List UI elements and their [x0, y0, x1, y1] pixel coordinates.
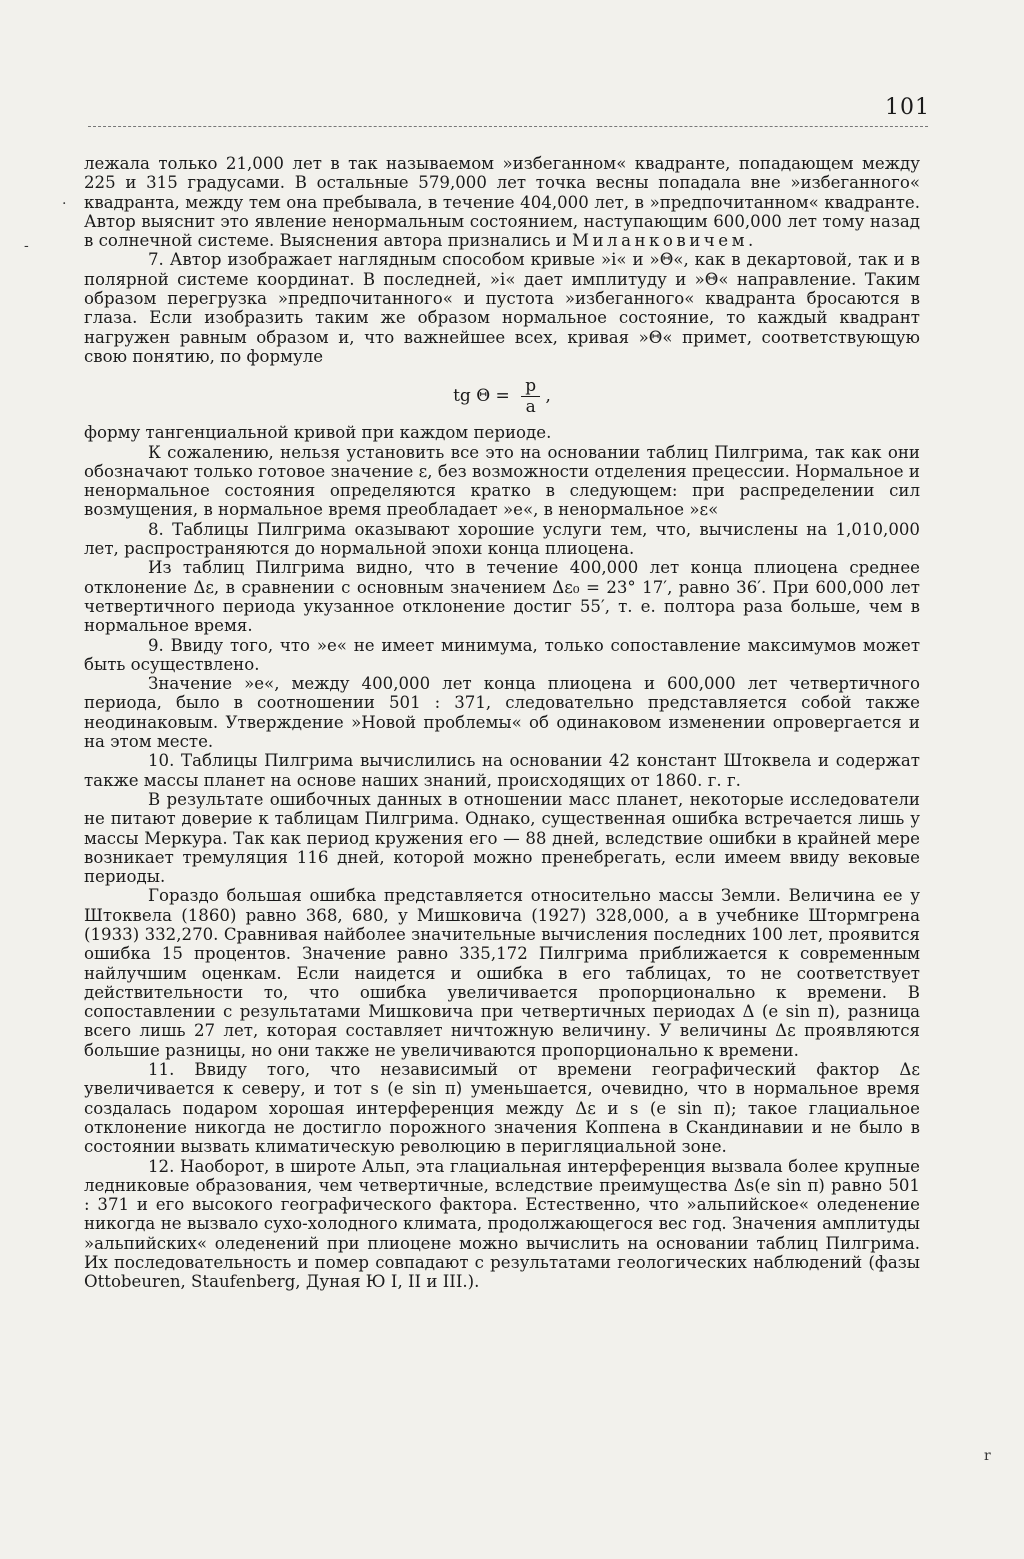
- spaced-name: Миланковичем.: [571, 231, 757, 251]
- paragraph-9: 10. Таблицы Пилгрима вычислились на основании 42 констант Штоквела и содержат также массы планет на основе наших знаний, происходящих от 1860. г. г.: [84, 751, 920, 790]
- paragraph-11: Гораздо большая ошибка представляется относительно массы Земли. Величина ее у Штоквела (1860) равно 368, 680, у Мишковича (1927) 328,000, а в учебнике Штормгрена (1933) 332,270. Сравнивая найболее значительные вычисления последних 100 лет, проявится ошибка 15 процентов. Значение равно 335,172 Пилгрима приближается к современным найлучшим оценкам. Если наидется и ошибка в его таблицах, то не соответствует действительности то, что ошибка увеличивается пропорционально к времени. В сопоставлении с результатами Мишковича при четвертичных периодах Δ (e sin π), разница всего лишь 27 лет, которая составляет ничтожную величину. У величины Δε проявляются большие разницы, но они также не увеличиваются пропорционально к времени.: [84, 886, 920, 1060]
- paragraph-8: Значение »e«, между 400,000 лет конца плиоцена и 600,000 лет четвертичного периода, было в соотношении 501 : 371, следовательно представляется собой также неодинаковым. Утверждение »Новой проблемы« об одинаковом изменении опровергается и на этом месте.: [84, 674, 920, 752]
- margin-dash: -: [24, 238, 29, 254]
- formula: [84, 376, 920, 417]
- paragraph-12: 11. Ввиду того, что независимый от времени географический фактор Δε увеличивается к северу, и тот s (e sin π) уменьшается, очевидно, что в нормальное время создалась подаром хорошая интерференция между Δε и s (e sin π); такое глациальное отклонение никогда не достигло порожного значения Коппена в Скандинавии и не было в состоянии вызвать климатическую революцию в перигляциальной зоне.: [84, 1060, 920, 1157]
- paragraph-7: 9. Ввиду того, что »e« не имеет минимума, только сопоставление максимумов может быть осуществлено.: [84, 635, 920, 674]
- formula-fraction: [521, 376, 540, 417]
- paragraph-2: 7. Автор изображает наглядным способом кривые »i« и »Θ«, как в декартовой, так и в полярной системе координат. В последней, »i« дает имплитуду и »Θ« направление. Таким образом перегрузка »предпочитанного« и пустота »избеганного« квадранта бросаются в глаза. Если изобразить таким же образом нормальное состояние, то каждый квадрант нагружен равным образом и, что важнейшее всех, кривая »Θ« примет, соответствующую свою понятию, по формуле: [84, 250, 920, 366]
- header-rule: [88, 126, 928, 127]
- formula-trail: ,: [545, 386, 551, 407]
- paragraph-3: форму тангенциальной кривой при каждом периоде.: [84, 423, 552, 443]
- margin-dot: .: [62, 192, 67, 208]
- formula-denominator: a: [525, 397, 536, 418]
- paragraph-13: 12. Наоборот, в широте Альп, эта глациальная интерференция вызвала более крупные ледниковые образования, чем четвертичные, вследствие преимущества Δs(e sin π) равно 501 : 371 и его высокого географического фактора. Естественно, что »альпийское« оледенение никогда не вызвало сухо-холодного климата, продолжающегося вес год. Значения амплитуды »альпийских« оледенений при плиоцене можно вычислить на основании таблиц Пилгрима. Их последовательность и помер совпадают с результатами геологических наблюдений (фазы Ottobeuren, Staufenberg, Дуная Ю I, II и III.).: [84, 1156, 920, 1292]
- paragraph-6: Из таблиц Пилгрима видно, что в течение 400,000 лет конца плиоцена среднее отклонение Δε, в сравнении с основным значением Δε₀ = 23° 17′, равно 36′. При 600,000 лет четвертичного периода укузанное отклонение достиг 55′, т. е. полтора раза больше, чем в нормальное время.: [84, 558, 920, 636]
- paragraph-5: 8. Таблицы Пилгрима оказывают хорошие услуги тем, что, вычислены на 1,010,000 лет, распространяются до нормальной эпохи конца плиоцена.: [84, 519, 920, 559]
- paragraph-1: лежала только 21,000 лет в так называемом »избеганном« квадранте, попадающем между 225 и 315 градусами. В остальные 579,000 лет точка весны попадала вне »избеганного« квадранта, между тем она пребывала, в течение 404,000 лет, в »предпочитанном« квадранте. Автор выяснит это явление ненормальным состоянием, наступающим 600,000 лет тому назад в солнечной системе. Выяснения автора признались и Миланковичем.: [84, 154, 920, 251]
- formula-lhs: tg Θ =: [453, 386, 510, 407]
- paragraph-10: В результате ошибочных данных в отношении масс планет, некоторые исследователи не питают доверие к таблицам Пилгрима. Однако, существенная ошибка встречается лишь у массы Меркура. Так как период кружения его — 88 дней, вследствие ошибки в крайней мере возникает тремуляция 116 дней, которой можно пренебрегать, если имеем ввиду вековые периоды.: [84, 789, 920, 887]
- margin-mark: r: [984, 1448, 991, 1464]
- body-text: [84, 154, 920, 1292]
- formula-numerator: p: [521, 376, 540, 397]
- paragraph-4: К сожалению, нельзя установить все это на основании таблиц Пилгрима, так как они обозначают только готовое значение ε, без возможности отделения прецессии. Нормальное и ненормальное состояния определяются кратко в следующем: при распределении сил возмущения, в нормальное время преобладает »e«, в ненормальное »ε«: [84, 442, 920, 520]
- page-number: 101: [885, 95, 930, 120]
